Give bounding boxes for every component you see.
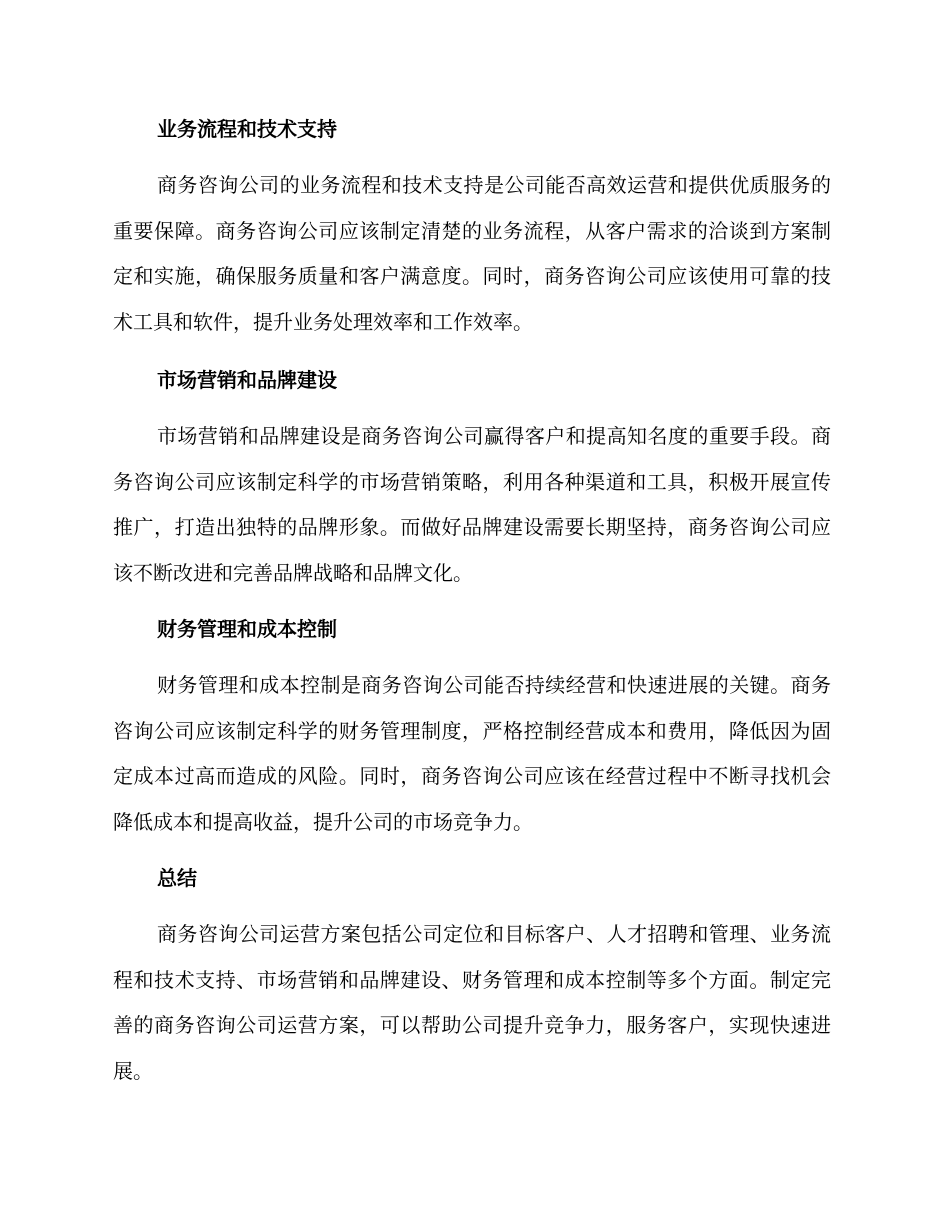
section-heading: 业务流程和技术支持	[157, 117, 337, 141]
section-paragraph: 市场营销和品牌建设是商务咨询公司赢得客户和提高知名度的重要手段。商务咨询公司应该制定科学的市场营销策略，利用各种渠道和工具，积极开展宣传推广，打造出独特的品牌形象。而做好品牌建设需要长期坚持，商务咨询公司应该不断改进和完善品牌战略和品牌文化。	[113, 424, 831, 585]
section-finance-cost	[113, 615, 831, 845]
section-marketing-brand	[113, 366, 831, 596]
section-heading: 财务管理和成本控制	[157, 617, 337, 641]
section-paragraph: 商务咨询公司的业务流程和技术支持是公司能否高效运营和提供优质服务的重要保障。商务咨询公司应该制定清楚的业务流程，从客户需求的洽谈到方案制定和实施，确保服务质量和客户满意度。同时，商务咨询公司应该使用可靠的技术工具和软件，提升业务处理效率和工作效率。	[113, 173, 831, 334]
section-heading: 总结	[157, 866, 197, 890]
section-paragraph: 商务咨询公司运营方案包括公司定位和目标客户、人才招聘和管理、业务流程和技术支持、市场营销和品牌建设、财务管理和成本控制等多个方面。制定完善的商务咨询公司运营方案，可以帮助公司提升竞争力，服务客户，实现快速进展。	[113, 922, 831, 1083]
section-paragraph: 财务管理和成本控制是商务咨询公司能否持续经营和快速进展的关键。商务咨询公司应该制定科学的财务管理制度，严格控制经营成本和费用，降低因为固定成本过高而造成的风险。同时，商务咨询公司应该在经营过程中不断寻找机会降低成本和提高收益，提升公司的市场竞争力。	[113, 673, 831, 834]
section-summary	[113, 864, 831, 1094]
section-business-process	[113, 115, 831, 345]
section-heading: 市场营销和品牌建设	[157, 368, 337, 392]
